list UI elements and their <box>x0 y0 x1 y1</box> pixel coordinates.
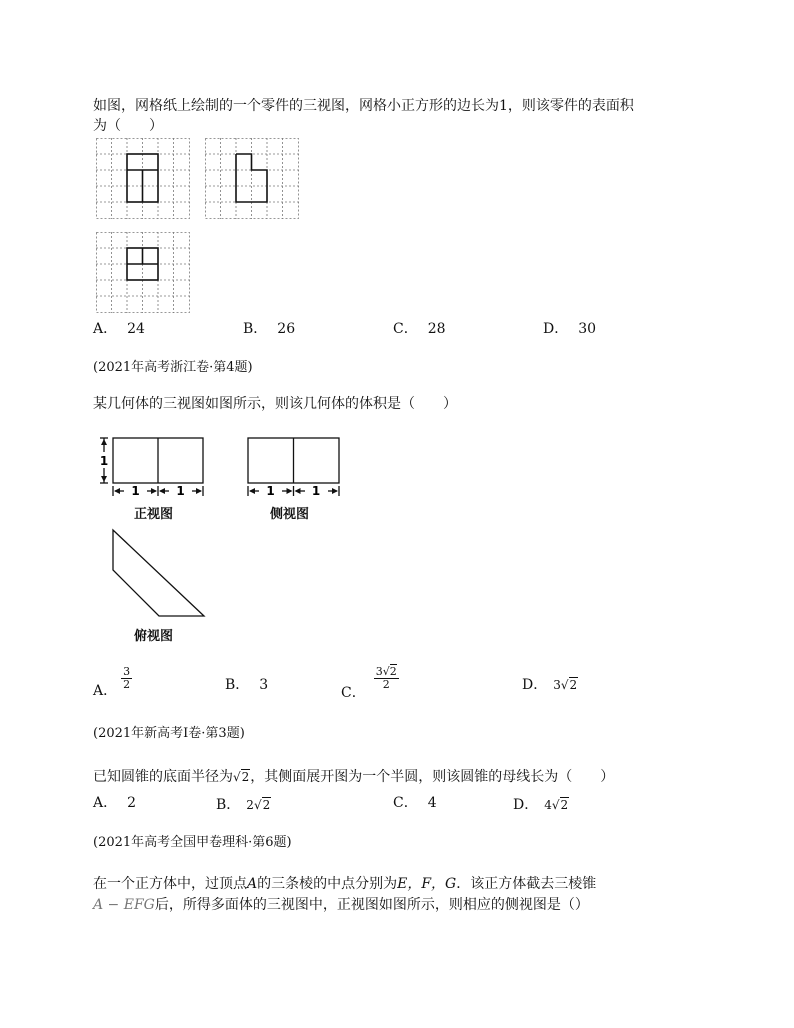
q1-option-a[interactable] <box>93 319 145 339</box>
q2-front-dim-left: 1 <box>131 484 140 498</box>
q3-option-d-rad: 2 <box>560 798 569 812</box>
q1-option-d-value: 30 <box>578 321 597 337</box>
q2-option-c-den: 2 <box>382 678 390 691</box>
q2-side-dim-right: 1 <box>311 484 321 498</box>
q3-option-b-rad: 2 <box>262 798 271 812</box>
q3-option-a[interactable] <box>93 793 136 813</box>
q3-option-d-coef: 4 <box>544 798 552 812</box>
q2-top-view-figure <box>108 528 208 620</box>
q2-option-c-fraction <box>374 666 399 691</box>
q1-stem-line2: 为（ ） <box>93 118 163 134</box>
q1-option-b[interactable] <box>243 319 295 339</box>
q2-front-view-figure <box>96 436 208 500</box>
q1-option-a-value: 24 <box>127 321 145 337</box>
q3-option-b-coef: 2 <box>246 798 254 812</box>
q4-points: E，F，G <box>397 876 457 892</box>
q2-side-view-figure <box>246 436 342 500</box>
q2-front-dim-height: 1 <box>99 454 109 468</box>
q1-top-view-figure <box>96 232 190 313</box>
q3-stem-rad: 2 <box>241 770 250 784</box>
q3-stem-before: 已知圆锥的底面半径为 <box>93 769 233 785</box>
q2-option-d-rad: 2 <box>569 678 578 692</box>
q2-option-c-rad: 2 <box>389 665 397 678</box>
q3-option-a-label: A． <box>93 795 118 811</box>
q1-option-a-label: A． <box>93 321 118 337</box>
q2-front-dim-right: 1 <box>176 484 185 498</box>
q3-option-d-label: D． <box>513 797 539 813</box>
q3-stem <box>93 767 614 787</box>
q4-line1-c: ．该正方体截去三棱锥 <box>456 876 597 892</box>
q3-stem-after: ，其侧面展开图为一个半圆，则该圆锥的母线长为（ ） <box>250 769 615 785</box>
q2-option-b-label: B． <box>225 677 250 693</box>
q4-vertex-a: A <box>247 876 258 892</box>
q1-option-c-value: 28 <box>427 321 446 337</box>
q2-top-caption: 俯视图 <box>134 629 174 644</box>
q2-option-d-sqrt: 3√2 <box>553 678 578 692</box>
q3-option-b-label: B． <box>216 797 241 813</box>
q1-side-view-figure <box>205 138 299 219</box>
q3-option-d-sqrt: 4√2 <box>544 798 569 812</box>
q2-option-a-fraction <box>121 666 132 691</box>
q2-option-c-label: C． <box>341 684 366 701</box>
q4-line2-rest: 后，所得多面体的三视图中，正视图如图所示，则相应的侧视图是（） <box>154 897 589 913</box>
q4-stem-line1 <box>93 874 596 894</box>
q3-option-c[interactable] <box>393 793 437 813</box>
q2-front-caption: 正视图 <box>134 507 174 522</box>
q2-option-a-den: 2 <box>123 678 131 691</box>
q4-pyramid-name: A − EFG <box>93 897 155 913</box>
q4-line1-b: 的三条棱的中点分别为 <box>257 876 398 892</box>
q1-option-b-label: B． <box>243 321 268 337</box>
q3-option-a-value: 2 <box>127 795 137 811</box>
q1-front-view-figure <box>96 138 190 219</box>
q2-option-c-coef: 3 <box>375 665 383 678</box>
q2-option-a-label: A． <box>93 682 118 699</box>
q3-option-b[interactable] <box>216 795 271 815</box>
q2-option-d-label: D． <box>522 677 548 693</box>
q2-side-caption: 侧视图 <box>270 507 310 522</box>
q1-stem-line1: 如图，网格纸上绘制的一个零件的三视图，网格小正方形的边长为1，则该零件的表面积 <box>93 98 634 114</box>
q2-option-c[interactable] <box>341 666 399 706</box>
q1-option-c-label: C． <box>393 321 418 337</box>
q4-stem-line2 <box>93 895 589 915</box>
q4-source: (2021年高考全国甲卷理科·第6题) <box>93 835 292 850</box>
q2-side-dim-left: 1 <box>266 484 275 498</box>
q2-option-c-num: 3√2 <box>375 665 397 678</box>
q3-option-b-sqrt: 2√2 <box>246 798 271 812</box>
q2-option-b-value: 3 <box>259 677 269 693</box>
q1-option-b-value: 26 <box>277 321 296 337</box>
q2-source: (2021年高考浙江卷·第4题) <box>93 360 253 375</box>
q1-option-c[interactable] <box>393 319 446 339</box>
q2-option-a[interactable] <box>93 666 132 702</box>
q2-stem: 某几何体的三视图如图所示，则该几何体的体积是（ ） <box>93 396 457 412</box>
q2-option-b[interactable] <box>225 675 268 695</box>
q2-option-d[interactable] <box>522 675 578 695</box>
q1-option-d-label: D． <box>543 321 569 337</box>
q3-option-c-label: C． <box>393 795 418 811</box>
q1-option-d[interactable] <box>543 319 596 339</box>
q3-stem-sqrt: √2 <box>233 770 250 784</box>
q3-option-d[interactable] <box>513 795 569 815</box>
q2-option-d-coef: 3 <box>553 678 561 692</box>
q4-line1-a: 在一个正方体中，过顶点 <box>93 876 247 892</box>
q3-source: (2021年新高考Ⅰ卷·第3题) <box>93 726 245 741</box>
q3-option-c-value: 4 <box>427 795 437 811</box>
q2-option-a-num: 3 <box>123 665 131 678</box>
